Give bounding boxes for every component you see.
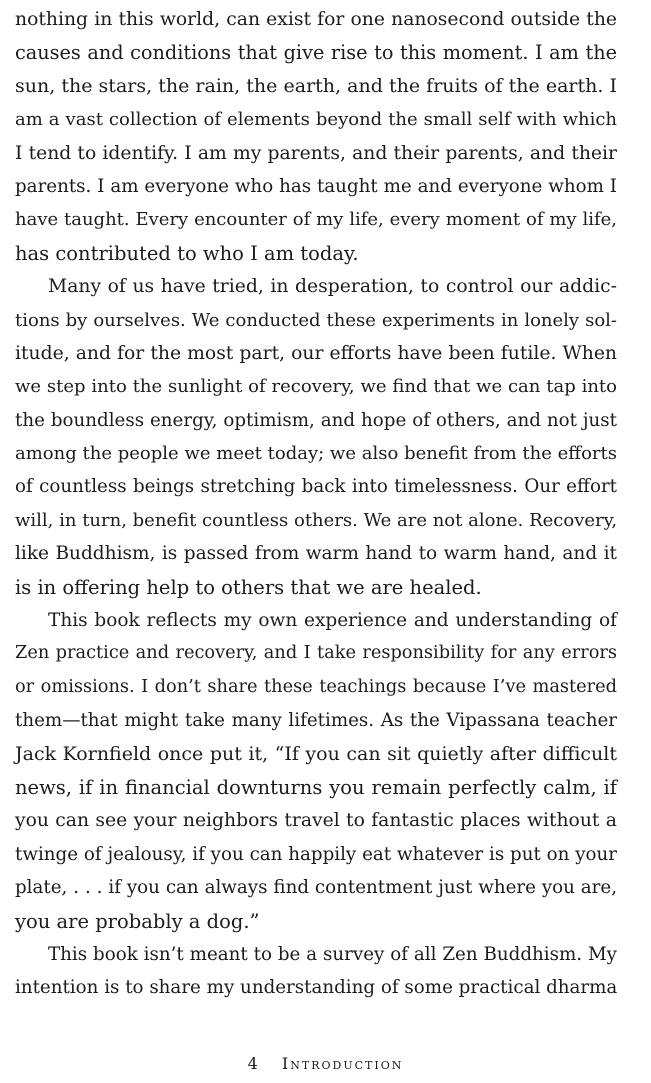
page-number: 4 — [247, 1054, 260, 1073]
text-line: twinge of jealousy, if you can happily eat whatever is put on your — [15, 843, 617, 865]
text-line: the boundless energy, optimism, and hope of others, and not just — [15, 409, 617, 431]
text-line: is in offering help to others that we are healed. — [15, 575, 482, 599]
text-line: will, in turn, benefit countless others. We are not alone. Recovery, — [15, 509, 618, 531]
text-line: like Buddhism, is passed from warm hand to warm hand, and it — [15, 543, 617, 565]
text-line: among the people we meet today; we also benefit from the efforts — [15, 443, 617, 465]
running-head: Introduction — [281, 1054, 404, 1073]
text-line: or omissions. I don’t share these teachings because I’ve mastered — [15, 676, 617, 697]
text-line: we step into the sunlight of recovery, we find that we can tap into — [15, 376, 617, 398]
text-line: you can see your neighbors travel to fantastic places without a — [15, 810, 617, 832]
text-line: causes and conditions that give rise to this moment. I am the — [15, 41, 617, 65]
paragraph-first-line: Many of us have tried, in desperation, to control our addic- — [48, 276, 617, 298]
text-line: I tend to identify. I am my parents, and their parents, and their — [15, 142, 617, 164]
paragraph-first-line: This book isn’t meant to be a survey of all Zen Buddhism. My — [48, 943, 617, 965]
text-line: plate, . . . if you can always find contentment just where you are, — [15, 877, 617, 899]
text-line: nothing in this world, can exist for one nanosecond outside the — [15, 9, 617, 30]
text-line: of countless beings stretching back into timelessness. Our effort — [15, 476, 617, 498]
text-line: sun, the stars, the rain, the earth, and the fruits of the earth. I — [15, 74, 617, 97]
page-footer — [0, 1054, 651, 1073]
text-line: you are probably a dog.” — [15, 909, 260, 933]
text-line: news, if in financial downturns you remain perfectly calm, if — [15, 775, 617, 799]
paragraph-first-line: This book reflects my own experience and understanding of — [48, 610, 617, 632]
text-line: has contributed to who I am today. — [15, 241, 359, 265]
text-line: Zen practice and recovery, and I take responsibility for any errors — [15, 643, 617, 664]
text-line: am a vast collection of elements beyond the small self with which — [15, 109, 617, 131]
text-line: intention is to share my understanding of some practical dharma — [15, 977, 618, 999]
text-line: parents. I am everyone who has taught me and everyone whom I — [15, 175, 617, 197]
text-line: have taught. Every encounter of my life, every moment of my life, — [15, 209, 617, 231]
text-line: itude, and for the most part, our efforts have been futile. When — [15, 342, 617, 364]
text-line: Jack Kornfield once put it, “If you can sit quietly after difficult — [15, 742, 617, 765]
text-line: tions by ourselves. We conducted these experiments in lonely sol- — [15, 309, 617, 331]
text-line: them—that might take many lifetimes. As the Vipassana teacher — [15, 710, 617, 732]
body-text — [15, 3, 617, 1005]
